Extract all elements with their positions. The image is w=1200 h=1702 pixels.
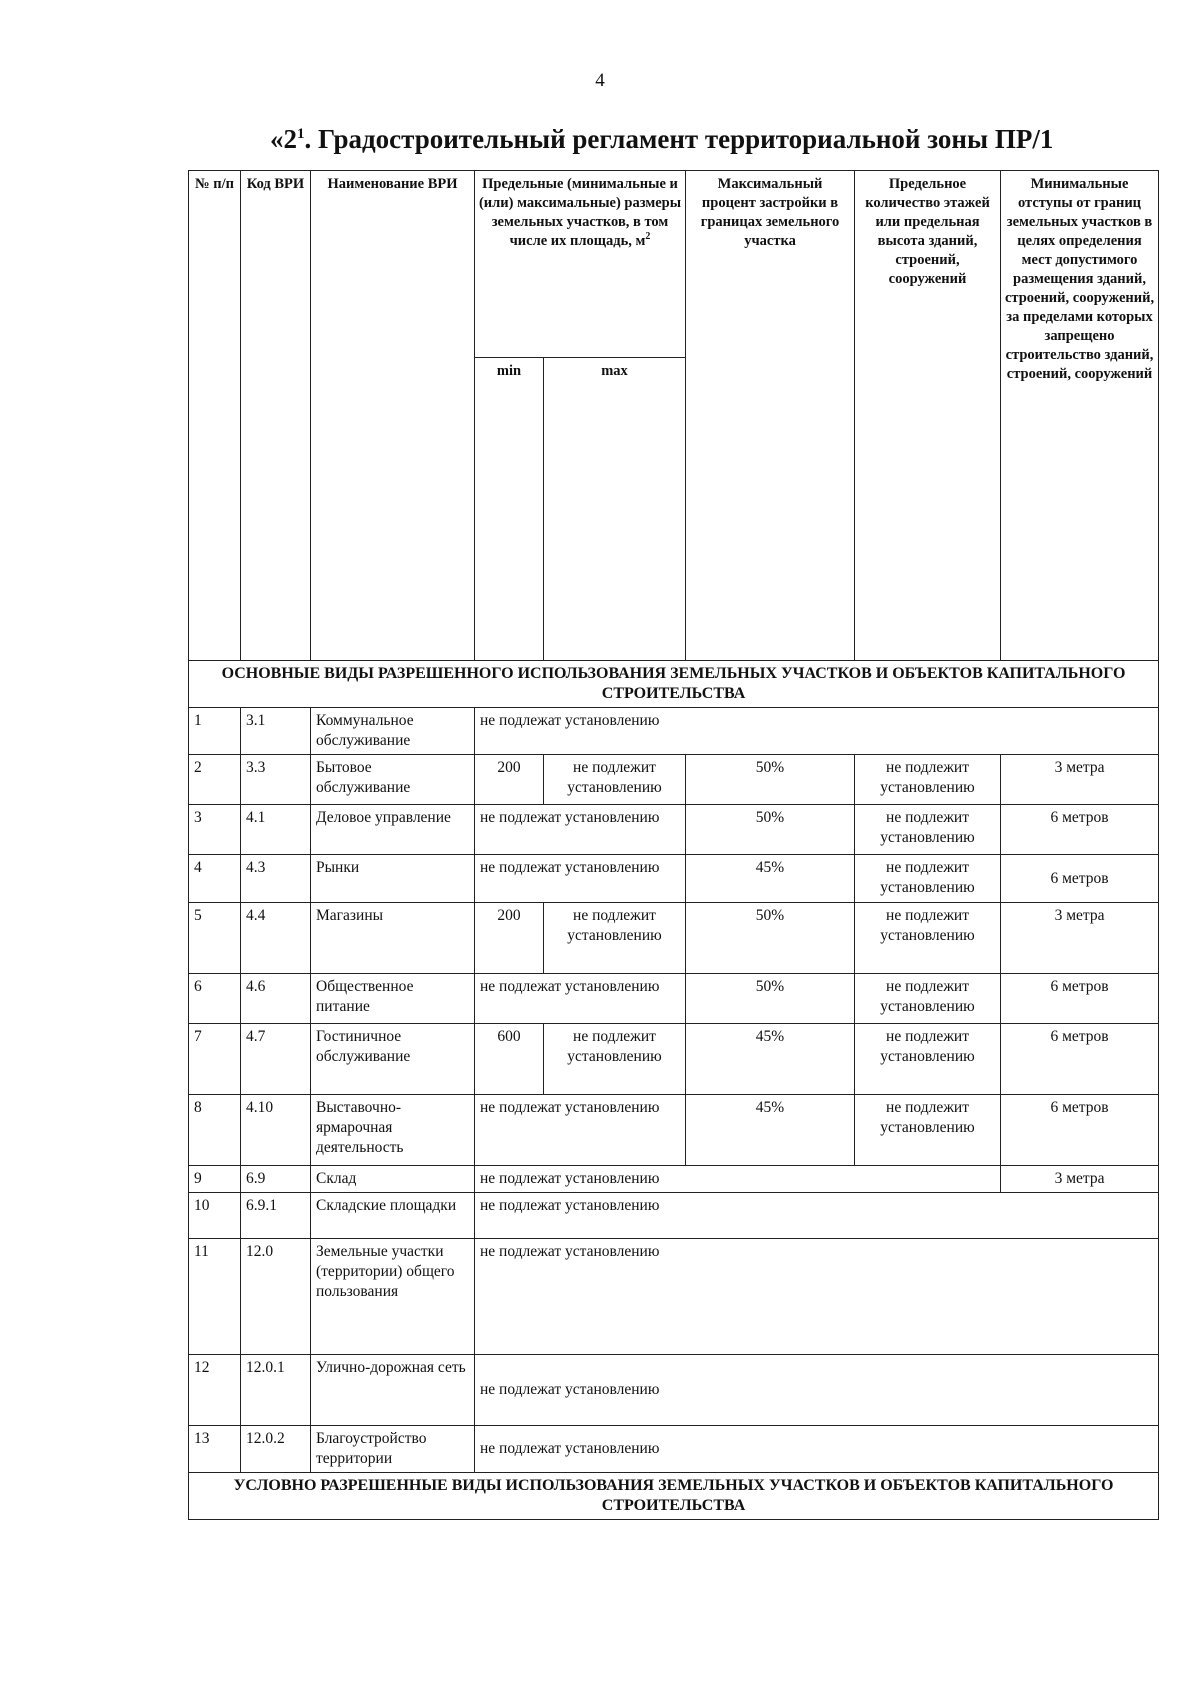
row-num: 11	[189, 1239, 241, 1355]
row-code: 12.0.1	[241, 1355, 311, 1426]
row-num: 5	[189, 903, 241, 974]
row-setback: 3 метра	[1001, 755, 1159, 805]
row-code: 6.9	[241, 1166, 311, 1193]
table-row	[189, 1166, 1159, 1193]
header-min: min	[475, 358, 544, 661]
header-floors: Предельное количество этажей или предельная высота зданий, строений, сооружений	[855, 171, 1001, 661]
table-row	[189, 1193, 1159, 1239]
row-percent: 50%	[686, 755, 855, 805]
table-row	[189, 1024, 1159, 1095]
row-min: 600	[475, 1024, 544, 1095]
row-percent: 50%	[686, 903, 855, 974]
row-num: 4	[189, 855, 241, 903]
row-name: Земельные участки (территории) общего пользования	[311, 1239, 475, 1355]
header-setback: Минимальные отступы от границ земельных участков в целях определения мест допустимого размещения зданий, строений, сооружений, за пределами которых запрещено строительство зданий, строений, сооружений	[1001, 171, 1159, 661]
row-minmax: не подлежат установлению	[475, 855, 686, 903]
row-num: 1	[189, 708, 241, 755]
row-setback: 6 метров	[1001, 974, 1159, 1024]
row-min: 200	[475, 903, 544, 974]
header-max: max	[544, 358, 686, 661]
table-row	[189, 708, 1159, 755]
row-name: Выставочно-ярмарочная деятельность	[311, 1095, 475, 1166]
row-minmax: не подлежат установлению	[475, 805, 686, 855]
row-num: 6	[189, 974, 241, 1024]
row-code: 6.9.1	[241, 1193, 311, 1239]
header-code: Код ВРИ	[241, 171, 311, 661]
row-minmax: не подлежат установлению	[475, 1095, 686, 1166]
section-conditional-row	[189, 1473, 1159, 1520]
row-name: Рынки	[311, 855, 475, 903]
row-setback: 6 метров	[1001, 855, 1159, 903]
header-sizes-text: Предельные (минимальные и (или) максимальные) размеры земельных участков, в том числе их площадь, м	[478, 176, 682, 249]
row-code: 4.7	[241, 1024, 311, 1095]
page-number: 4	[595, 70, 605, 91]
row-code: 4.3	[241, 855, 311, 903]
row-num: 10	[189, 1193, 241, 1239]
section-main-heading: ОСНОВНЫЕ ВИДЫ РАЗРЕШЕННОГО ИСПОЛЬЗОВАНИЯ ЗЕМЕЛЬНЫХ УЧАСТКОВ И ОБЪЕКТОВ КАПИТАЛЬНОГО СТРОИТЕЛЬСТВА	[189, 661, 1159, 708]
row-percent: 45%	[686, 855, 855, 903]
row-percent: 50%	[686, 805, 855, 855]
table-row	[189, 903, 1159, 974]
row-floors: не подлежит установлению	[855, 1095, 1001, 1166]
row-percent: 50%	[686, 974, 855, 1024]
regulation-table	[188, 170, 1159, 1520]
row-merged-value: не подлежат установлению	[475, 1193, 1159, 1239]
table-row	[189, 805, 1159, 855]
row-name: Гостиничное обслуживание	[311, 1024, 475, 1095]
row-max: не подлежит установлению	[544, 1024, 686, 1095]
title-superscript: 1	[297, 126, 305, 142]
row-name: Благоустройство территории	[311, 1426, 475, 1473]
row-code: 12.0	[241, 1239, 311, 1355]
row-floors: не подлежит установлению	[855, 1024, 1001, 1095]
row-setback: 3 метра	[1001, 903, 1159, 974]
row-max: не подлежит установлению	[544, 755, 686, 805]
row-min: 200	[475, 755, 544, 805]
table-row	[189, 1426, 1159, 1473]
row-name: Общественное питание	[311, 974, 475, 1024]
page-title	[270, 124, 1053, 155]
row-code: 4.10	[241, 1095, 311, 1166]
row-num: 12	[189, 1355, 241, 1426]
row-merged-value: не подлежат установлению	[475, 1355, 1159, 1426]
title-prefix: «2	[270, 124, 297, 154]
row-name: Складские площадки	[311, 1193, 475, 1239]
row-floors: не подлежит установлению	[855, 755, 1001, 805]
table-row	[189, 855, 1159, 903]
row-merged-value: не подлежат установлению	[475, 1166, 1001, 1193]
table-row	[189, 1239, 1159, 1355]
row-floors: не подлежит установлению	[855, 974, 1001, 1024]
row-merged-value: не подлежат установлению	[475, 1239, 1159, 1355]
row-max: не подлежит установлению	[544, 903, 686, 974]
row-setback: 3 метра	[1001, 1166, 1159, 1193]
row-name: Склад	[311, 1166, 475, 1193]
row-code: 3.1	[241, 708, 311, 755]
row-name: Улично-дорожная сеть	[311, 1355, 475, 1426]
row-percent: 45%	[686, 1095, 855, 1166]
title-text: . Градостроительный регламент территориальной зоны ПР/1	[304, 124, 1054, 154]
table-row	[189, 974, 1159, 1024]
row-code: 4.1	[241, 805, 311, 855]
row-num: 7	[189, 1024, 241, 1095]
row-name: Магазины	[311, 903, 475, 974]
header-name: Наименование ВРИ	[311, 171, 475, 661]
row-num: 3	[189, 805, 241, 855]
table-row	[189, 1095, 1159, 1166]
row-setback: 6 метров	[1001, 1024, 1159, 1095]
row-floors: не подлежит установлению	[855, 805, 1001, 855]
row-num: 13	[189, 1426, 241, 1473]
row-code: 3.3	[241, 755, 311, 805]
row-merged-value: не подлежат установлению	[475, 1426, 1159, 1473]
row-setback: 6 метров	[1001, 805, 1159, 855]
header-sizes	[475, 171, 686, 358]
row-setback: 6 метров	[1001, 1095, 1159, 1166]
row-num: 2	[189, 755, 241, 805]
row-code: 12.0.2	[241, 1426, 311, 1473]
row-merged-value: не подлежат установлению	[475, 708, 1159, 755]
table-row	[189, 1355, 1159, 1426]
row-floors: не подлежит установлению	[855, 855, 1001, 903]
row-name: Коммунальное обслуживание	[311, 708, 475, 755]
header-percent: Максимальный процент застройки в границах земельного участка	[686, 171, 855, 661]
header-sizes-sup: 2	[645, 231, 651, 243]
row-name: Бытовое обслуживание	[311, 755, 475, 805]
row-num: 8	[189, 1095, 241, 1166]
row-minmax: не подлежат установлению	[475, 974, 686, 1024]
row-percent: 45%	[686, 1024, 855, 1095]
section-conditional-heading: УСЛОВНО РАЗРЕШЕННЫЕ ВИДЫ ИСПОЛЬЗОВАНИЯ ЗЕМЕЛЬНЫХ УЧАСТКОВ И ОБЪЕКТОВ КАПИТАЛЬНОГО СТРОИТЕЛЬСТВА	[189, 1473, 1159, 1520]
table-row	[189, 755, 1159, 805]
row-name: Деловое управление	[311, 805, 475, 855]
header-num: № п/п	[189, 171, 241, 661]
section-main-row	[189, 661, 1159, 708]
row-num: 9	[189, 1166, 241, 1193]
row-code: 4.4	[241, 903, 311, 974]
row-floors: не подлежит установлению	[855, 903, 1001, 974]
row-code: 4.6	[241, 974, 311, 1024]
